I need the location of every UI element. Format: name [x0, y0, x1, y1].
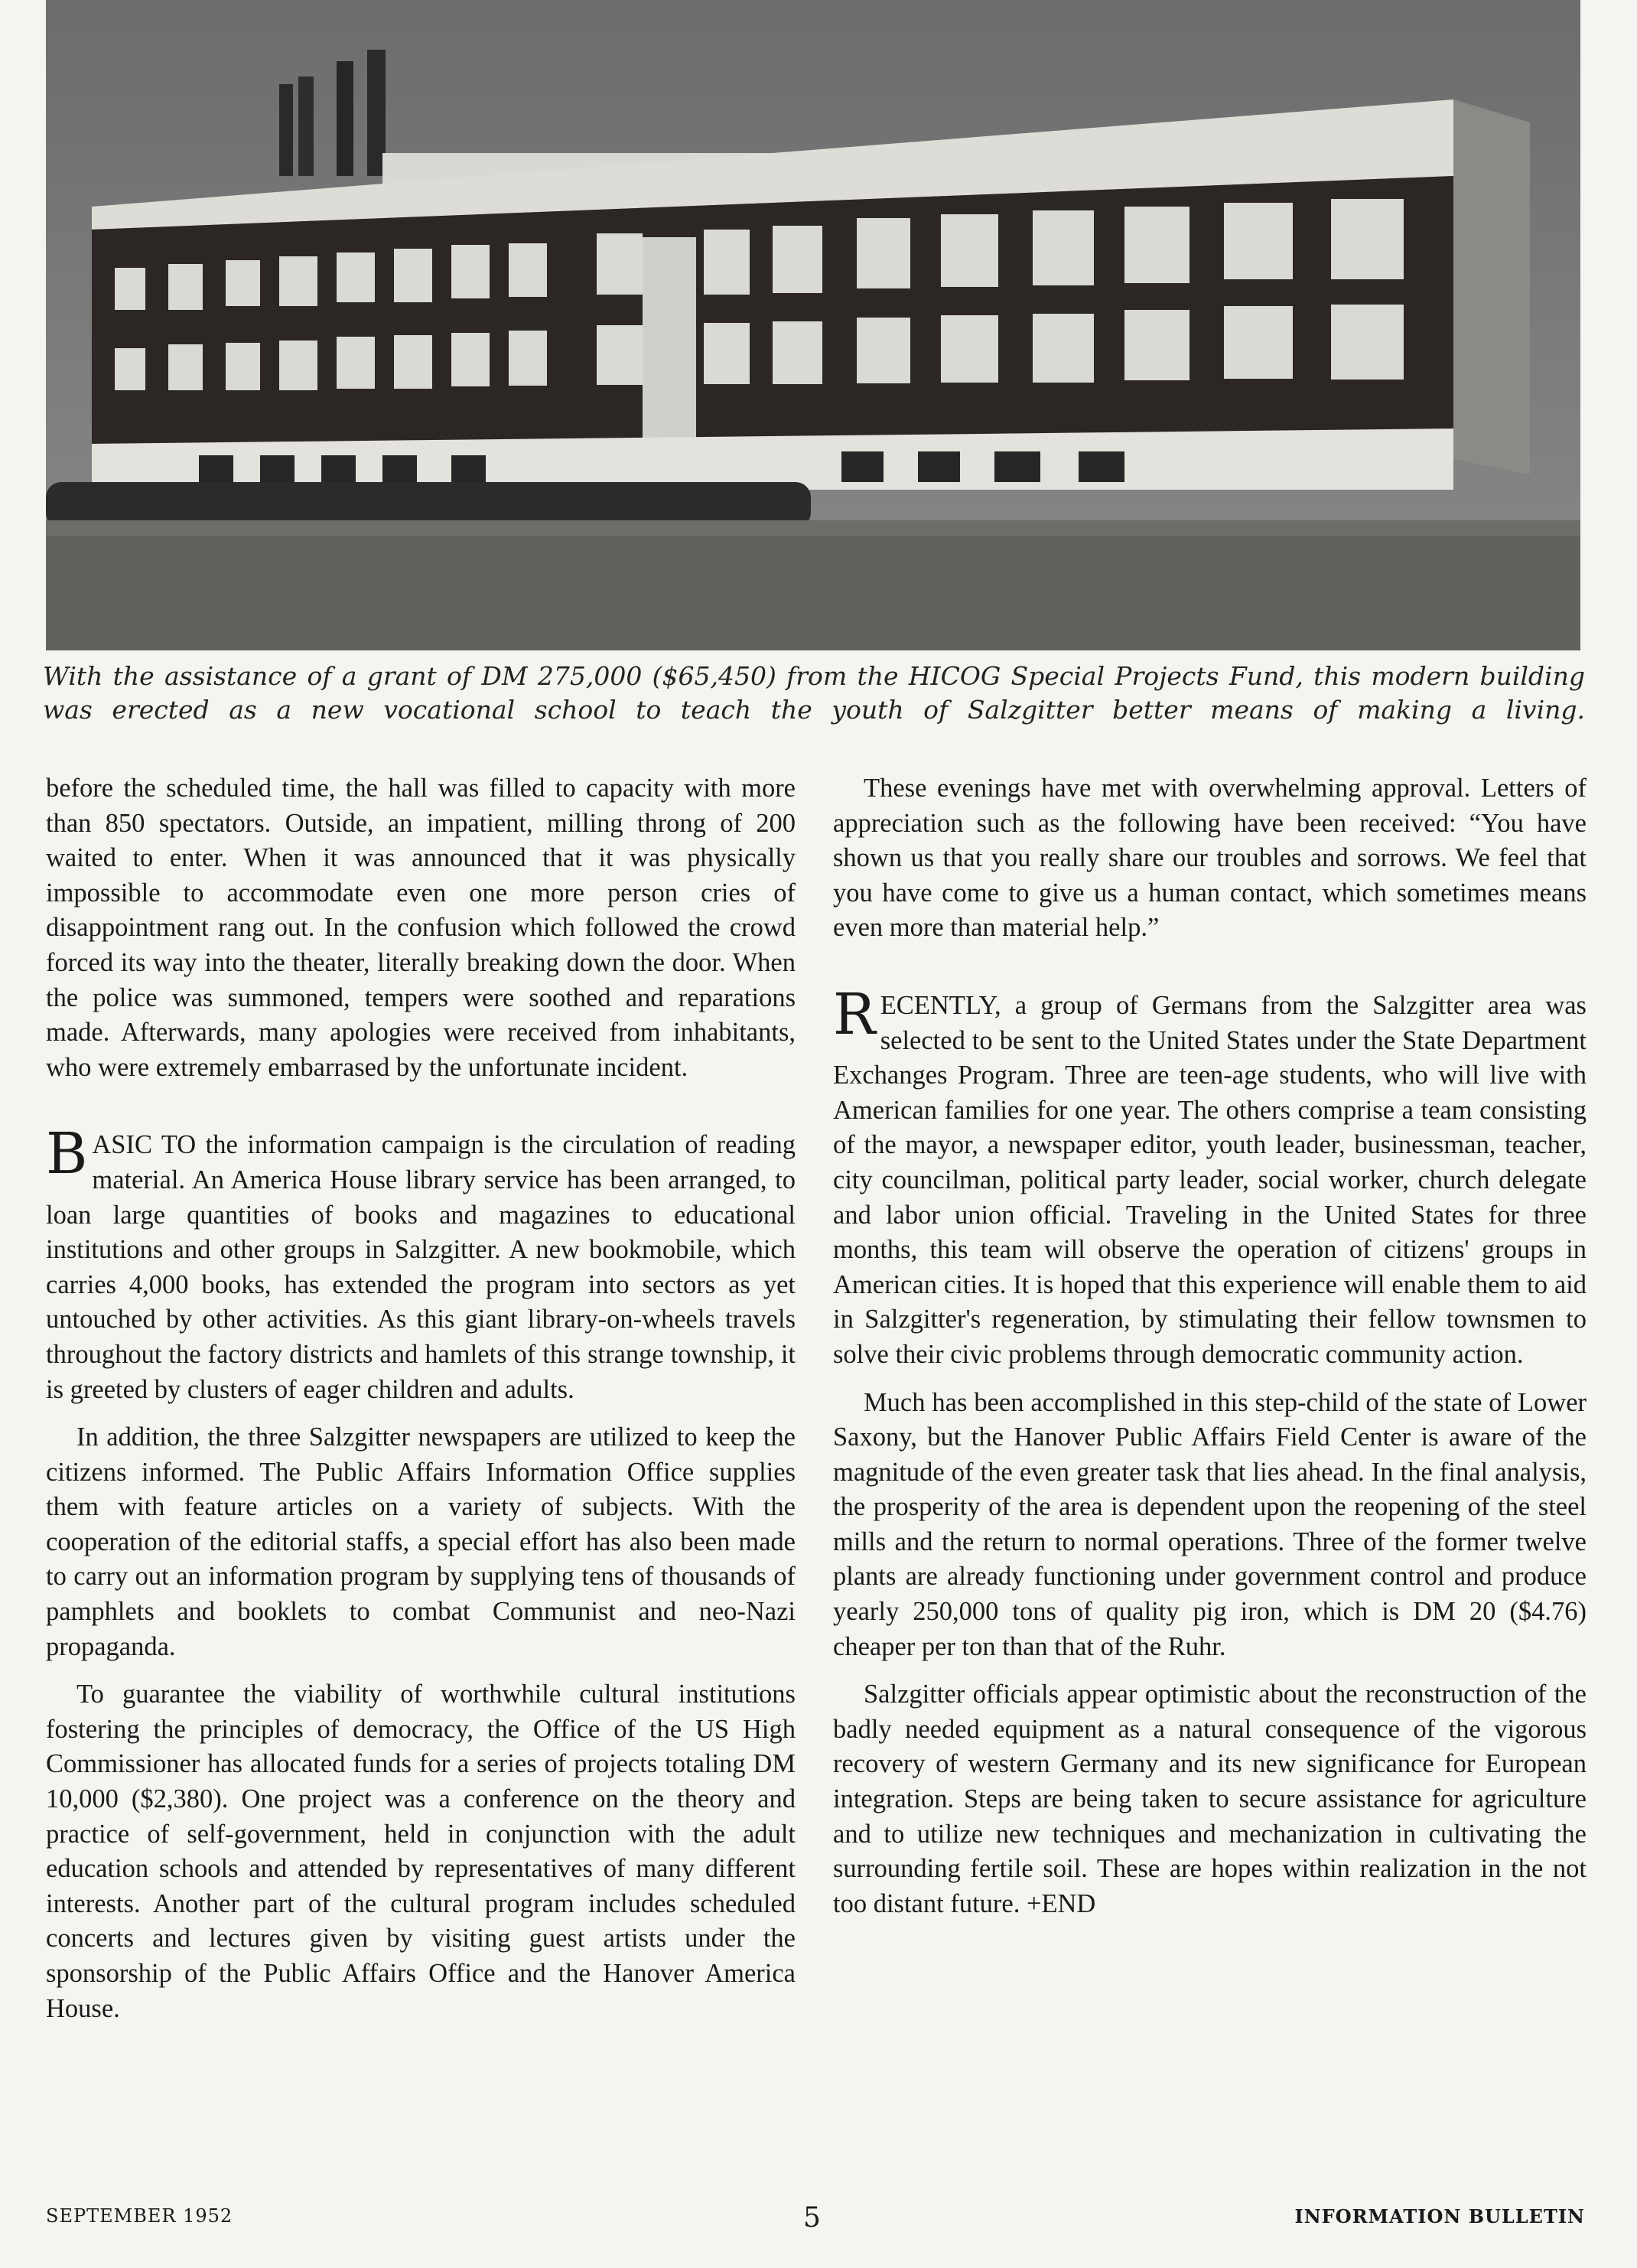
photo-caption: With the assistance of a grant of DM 275,000 ($65,450) from the HICOG Special Projects Fund, this modern building was erected as a new vocational school to teach the youth of Salzgitter better means of making a living.: [43, 661, 1585, 725]
publication-name: INFORMATION BULLETIN: [1294, 2205, 1585, 2227]
drop-cap: B: [46, 1121, 88, 1188]
paragraph: [833, 1677, 1587, 1921]
paragraph: [46, 1121, 796, 1407]
right-column: [833, 771, 1587, 1934]
building-illustration: [46, 0, 1580, 650]
paragraph: before the scheduled time, the hall was filled to capacity with more than 850 spectators. Outside, an impatient, milling throng of 200 waited to enter. When it was announced that it was physically impossible to accommodate even one more person cries of disappointment rang out. In the confusion which followed the crowd forced its way into the theater, literally breaking down the door. When the police was summoned, tempers were soothed and reparations made. Afterwards, many apologies were received from inhabitants, who were extremely embarrased by the unfortunate incident.: [46, 774, 796, 1082]
paragraph: In addition, the three Salzgitter newspapers are utilized to keep the citizens informed. The Public Affairs Information Office supplies them with feature articles on a variety of subjects. With the cooperation of the editorial staffs, a special effort has also been made to carry out an information program by supplying tens of thousands of pamphlets and booklets to combat Communist and neo-Nazi propaganda.: [46, 1422, 796, 1661]
left-column: [46, 771, 796, 2039]
drop-cap: R: [833, 981, 876, 1048]
end-mark: +END: [1026, 1888, 1096, 1918]
paragraph: These evenings have met with overwhelming approval. Letters of appreciation such as the following have been received: “You have shown us that you really share our troubles and sorrows. We feel that you have come to give us a human contact, which sometimes means even more than material help.”: [833, 774, 1587, 943]
paragraph: To guarantee the viability of worthwhile cultural institutions fostering the principles of democracy, the Office of the US High Commissioner has allocated funds for a series of projects totaling DM 10,000 ($2,380). One project was a conference on the theory and practice of self-government, held in conjunction with the adult education schools and attended by representatives of many different interests. Another part of the cultural program includes scheduled concerts and lectures given by visiting guest artists under the sponsorship of the Public Affairs Office and the Hanover America House.: [46, 1680, 796, 2023]
paragraph-text: ECENTLY, a group of Germans from the Salzgitter area was selected to be sent to the United States under the State Department Exchanges Program. Three are teen-age students, who will live with American families for one year. The others comprise a team consisting of the mayor, a newspaper editor, youth leader, businessman, teacher, city councilman, political party leader, social worker, church delegate and labor union official. Traveling in the United States for three months, this team will observe the operation of citizens' groups in American cities. It is hoped that this experience will enable them to aid in Salzgitter's regeneration, by stimulating their fellow townsmen to solve their civic problems through democratic community action.: [833, 990, 1587, 1369]
paragraph-text: Salzgitter officials appear optimistic about the reconstruction of the badly needed equipment as a natural consequence of the vigorous recovery of western Germany and its new significance for European integration. Steps are being taken to secure assistance for agriculture and to utilize new techniques and mechanization in cultivating the surrounding fertile soil. These are hopes within realization in the not too distant future.: [833, 1680, 1587, 1918]
page-footer: [46, 2202, 1585, 2240]
paragraph: Much has been accomplished in this step-child of the state of Lower Saxony, but the Hanover Public Affairs Field Center is aware of the magnitude of the even greater task that lies ahead. In the final analysis, the prosperity of the area is dependent upon the reopening of the steel mills and the return to normal operations. Three of the former twelve plants are already functioning under government control and produce yearly 250,000 tons of quality pig iron, which is DM 20 ($4.76) cheaper per ton than that of the Ruhr.: [833, 1387, 1587, 1661]
page-number: 5: [803, 2202, 821, 2234]
paragraph: [833, 981, 1587, 1373]
issue-date: SEPTEMBER 1952: [46, 2205, 233, 2227]
paragraph-text: ASIC TO the information campaign is the circulation of reading material. An America House library service has been arranged, to loan large quantities of books and magazines to educational institutions and other groups in Salzgitter. A new bookmobile, which carries 4,000 books, has extended the program into sectors as yet untouched by other activities. As this giant library-on-wheels travels throughout the factory districts and hamlets of this strange township, it is greeted by clusters of eager children and adults.: [46, 1130, 796, 1404]
building-photo: [46, 0, 1580, 650]
